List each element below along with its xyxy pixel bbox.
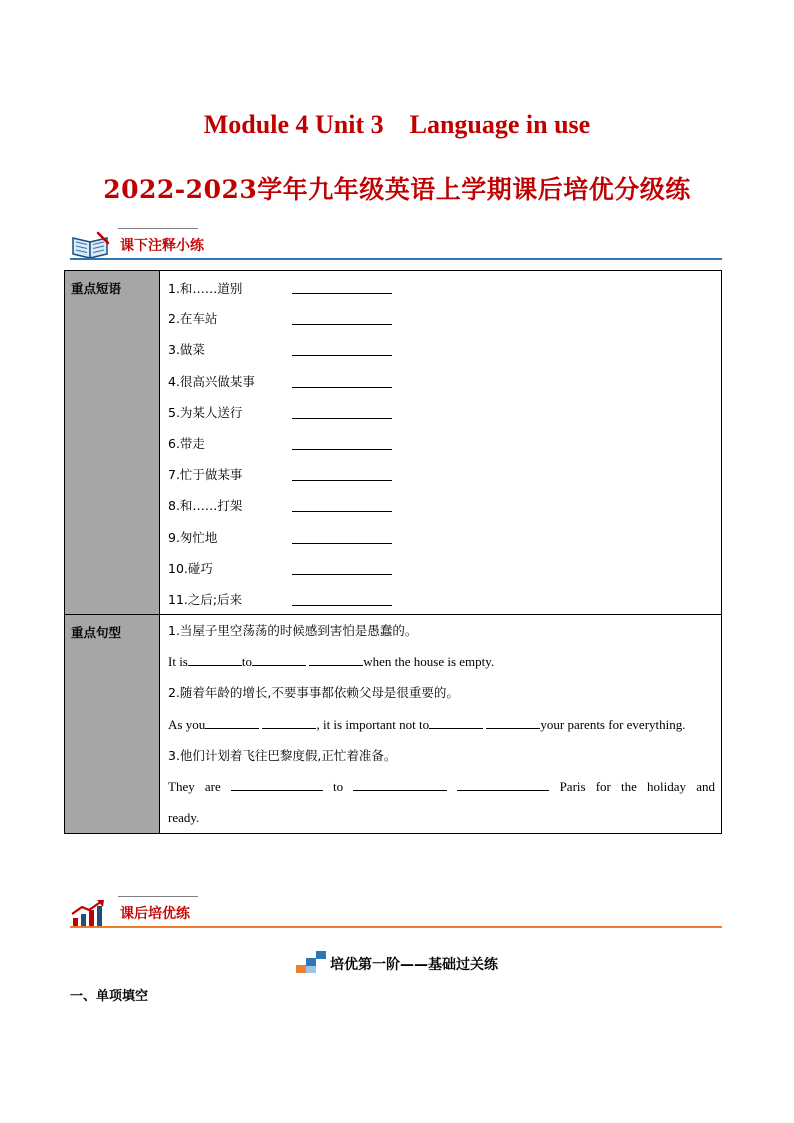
blank[interactable] — [188, 651, 242, 666]
title-chinese: 2022-2023学年九年级英语上学期课后培优分级练 — [103, 175, 691, 204]
sentence-1-cn: 1.当屋子里空荡荡的时候感到害怕是愚蠢的。 — [168, 623, 418, 639]
s3-word: Paris — [559, 779, 586, 794]
blank[interactable] — [231, 776, 323, 791]
section-top-rule — [118, 896, 198, 897]
answer-blank[interactable] — [292, 511, 392, 512]
phrase-row — [168, 521, 715, 552]
phrases-row — [65, 271, 722, 615]
phrase-text: 2.在车站 — [168, 311, 218, 327]
answer-blank[interactable] — [292, 543, 392, 544]
s1-part-c: when the house is empty. — [363, 654, 495, 670]
answer-blank[interactable] — [292, 449, 392, 450]
answer-blank[interactable] — [292, 480, 392, 481]
sentence-2-cn: 2.随着年龄的增长,不要事事都依赖父母是很重要的。 — [168, 685, 459, 701]
answer-blank[interactable] — [292, 574, 392, 575]
section-top-rule — [118, 228, 198, 229]
sentences-cell — [160, 615, 722, 834]
sentences-head: 重点句型 — [65, 615, 160, 834]
answer-blank[interactable] — [292, 324, 392, 325]
phrase-text: 1.和……道别 — [168, 281, 243, 296]
s1-part-a: It is — [168, 654, 188, 670]
s3-word: are — [204, 779, 221, 794]
phrase-list — [168, 271, 715, 614]
stairs-icon — [296, 951, 326, 973]
answer-blank[interactable] — [292, 355, 392, 356]
section-label-notes: 课下注释小练 — [120, 238, 204, 254]
phrase-row — [168, 552, 715, 583]
s1-part-b: to — [241, 654, 252, 670]
question-section-1: 一、单项填空 — [70, 989, 149, 1004]
answer-blank[interactable] — [292, 293, 392, 294]
blank[interactable] — [486, 714, 540, 729]
level-subheading-text: 培优第一阶——基础过关练 — [330, 957, 498, 973]
section-label-practice: 课后培优练 — [120, 906, 190, 922]
s3-word: to — [333, 779, 344, 794]
section-rule-orange — [70, 926, 722, 928]
section-header-practice — [70, 896, 722, 930]
phrase-text: 9.匆忙地 — [168, 529, 218, 545]
sentence-2-en — [168, 709, 715, 740]
blank[interactable] — [309, 651, 363, 666]
phrase-text: 7.忙于做某事 — [168, 467, 243, 483]
phrase-row — [168, 302, 715, 333]
s2-part-b: , it is important not to — [316, 716, 430, 732]
phrase-text: 4.很高兴做某事 — [168, 373, 255, 389]
phrase-row — [168, 365, 715, 396]
answer-blank[interactable] — [292, 418, 392, 419]
blank[interactable] — [457, 776, 549, 791]
s3-word: and — [696, 779, 715, 794]
phrase-row — [168, 333, 715, 364]
exercise-table — [64, 270, 722, 834]
s3-word: for — [595, 779, 611, 794]
level-subheading — [0, 951, 794, 974]
s2-part-a: As you — [168, 716, 206, 732]
answer-blank[interactable] — [292, 605, 392, 606]
phrase-text: 8.和……打架 — [168, 498, 243, 514]
section-rule-blue — [70, 258, 722, 260]
sentence-3-en — [168, 771, 715, 802]
s3-word: the — [621, 779, 637, 794]
phrase-text: 6.带走 — [168, 435, 205, 451]
blank[interactable] — [205, 714, 259, 729]
phrase-text: 11.之后;后来 — [168, 591, 243, 607]
phrase-text: 5.为某人送行 — [168, 404, 243, 420]
sentence-3-cn: 3.他们计划着飞往巴黎度假,正忙着准备。 — [168, 747, 397, 763]
s3-word: They — [168, 779, 195, 794]
phrases-cell — [160, 271, 722, 615]
phrase-row — [168, 458, 715, 489]
phrase-text: 3.做菜 — [168, 342, 205, 358]
phrases-head: 重点短语 — [65, 271, 160, 615]
phrase-row — [168, 583, 715, 614]
phrase-row — [168, 271, 715, 302]
sentences-row — [65, 615, 722, 834]
phrase-row — [168, 396, 715, 427]
blank[interactable] — [429, 714, 483, 729]
book-icon — [70, 230, 112, 260]
blank[interactable] — [353, 776, 447, 791]
phrase-text: 10.碰巧 — [168, 560, 213, 576]
blank[interactable] — [252, 651, 306, 666]
chart-growth-icon — [70, 898, 112, 928]
title-english: Module 4 Unit 3 Language in use — [203, 110, 591, 139]
section-header-notes — [70, 228, 722, 262]
sentence-1-en — [168, 646, 715, 677]
sentence-3-end: ready. — [168, 810, 200, 826]
answer-blank[interactable] — [292, 387, 392, 388]
blank[interactable] — [262, 714, 316, 729]
phrase-row — [168, 427, 715, 458]
phrase-row — [168, 489, 715, 520]
s2-part-c: your parents for everything. — [540, 716, 686, 732]
s3-word: holiday — [647, 779, 687, 794]
